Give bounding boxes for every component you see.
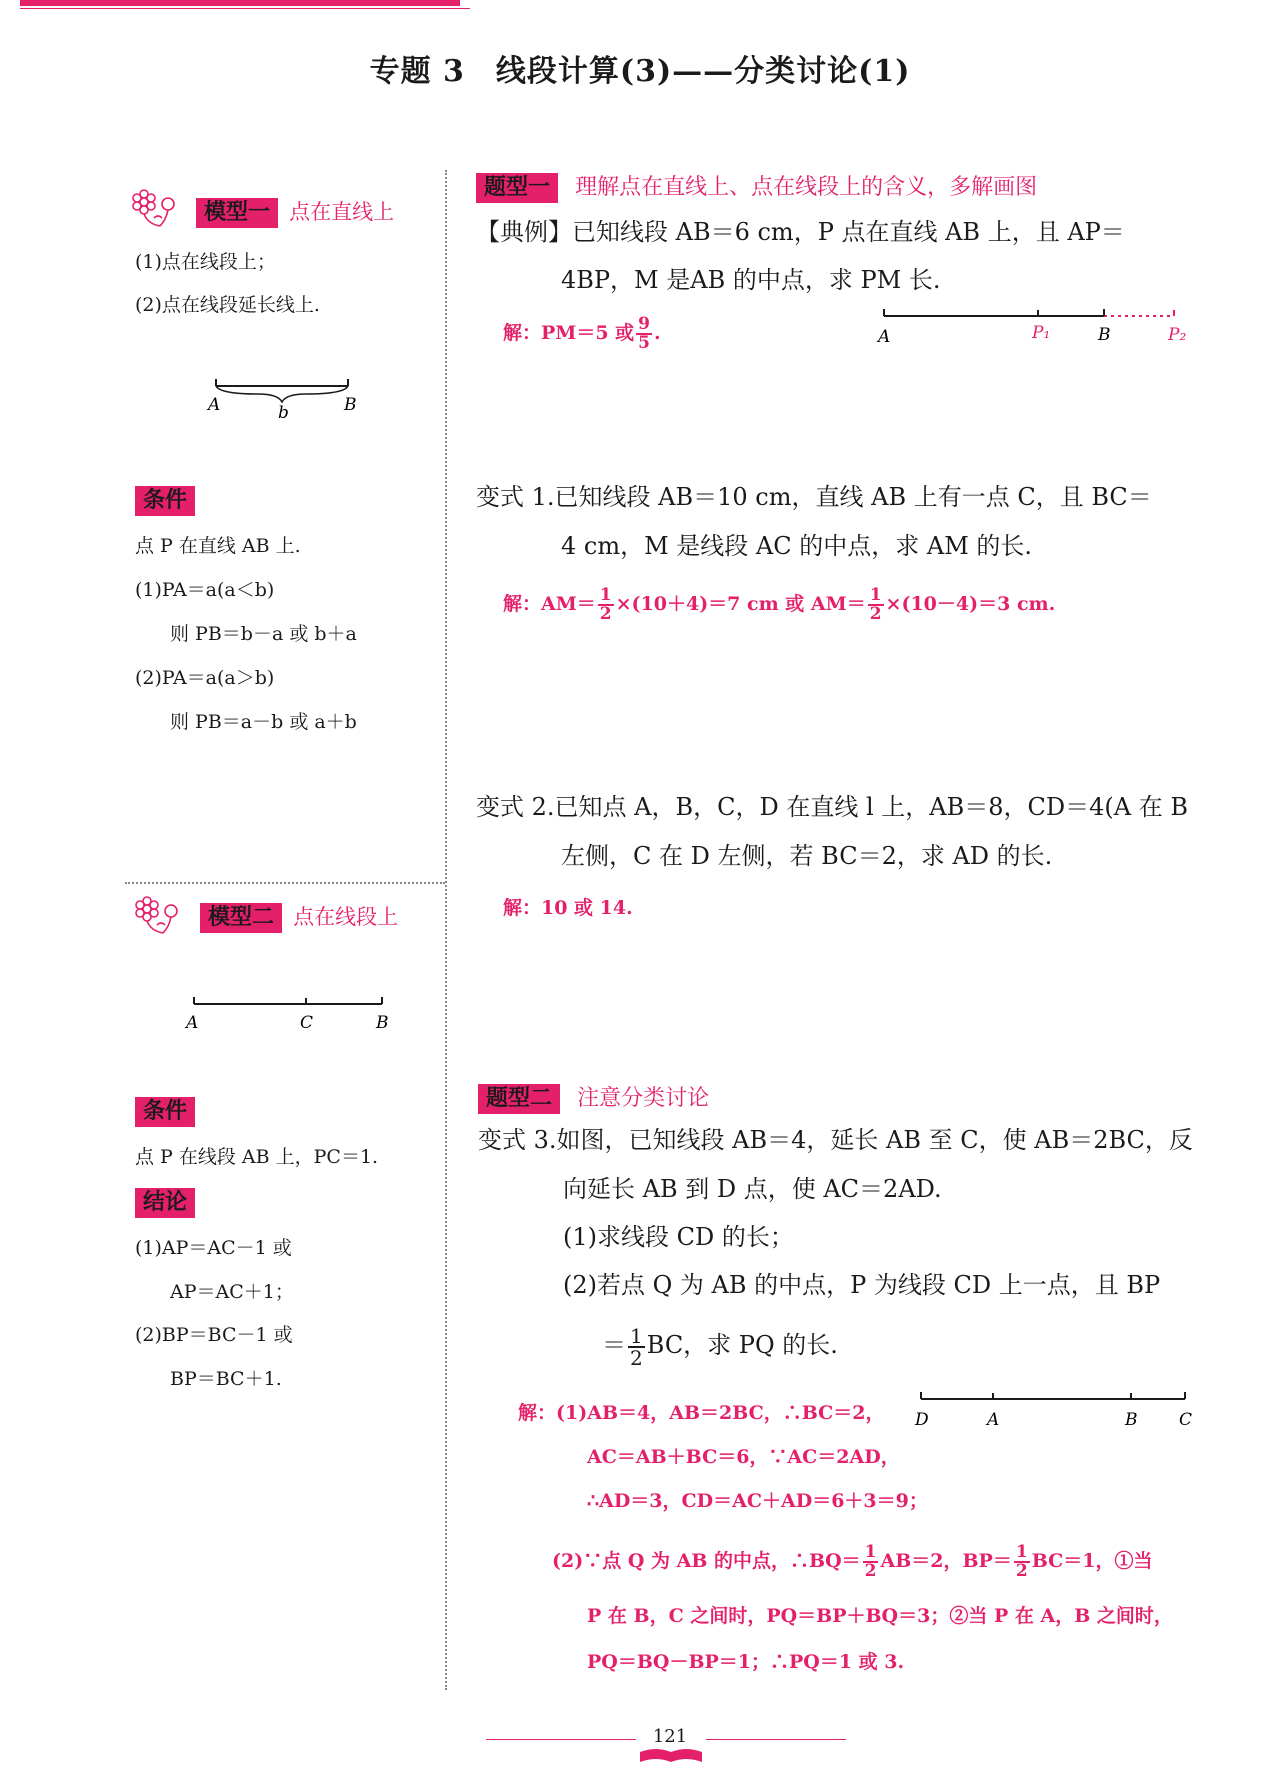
variant3-question-1: (1)求线段 CD 的长； [563, 1223, 794, 1251]
model1-cond-line-5: 则 PB＝a－b 或 a＋b [170, 711, 357, 733]
variant3-solution-2-line-2: P 在 B，C 之间时，PQ＝BP＋BQ＝3；②当 P 在 A，B 之间时， [587, 1605, 1173, 1627]
column-divider [445, 170, 447, 1690]
model1-cond-line-3: 则 PB＝b－a 或 b＋a [170, 623, 357, 645]
example-answer: 解：PM＝5 或 $\frac{9}{5}$ . [503, 314, 661, 353]
type1-title: 理解点在直线上、点在线段上的含义，多解画图 [575, 175, 1038, 200]
variant1-line-1: 变式 1.已知线段 AB＝10 cm，直线 AB 上有一点 C，且 BC＝ [476, 483, 1152, 511]
variant3-line-1: 变式 3.如图，已知线段 AB＝4，延长 AB 至 C，使 AB＝2BC，反 [478, 1126, 1193, 1154]
example-label-a: A [878, 327, 891, 347]
model-divider [125, 882, 445, 884]
variant1-line-2: 4 cm，M 是线段 AC 的中点，求 AM 的长. [561, 532, 1033, 560]
variant3-label-c: C [1179, 1410, 1193, 1430]
model1-label-b: b [278, 403, 289, 422]
footer-rule-left [486, 1739, 636, 1740]
model1-item-1: (1)点在线段上； [135, 251, 276, 273]
example-line-2: 4BP，M 是AB 的中点，求 PM 长. [561, 266, 941, 294]
flower-icon [130, 188, 186, 228]
type2-title: 注意分类讨论 [577, 1086, 710, 1111]
model1-label-B: B [344, 395, 357, 415]
variant2-line-2: 左侧，C 在 D 左侧，若 BC＝2，求 AD 的长. [561, 842, 1053, 870]
model2-concl-header [135, 1188, 195, 1218]
model2-cond-line: 点 P 在线段 AB 上，PC＝1. [135, 1146, 379, 1168]
model2-concl-line-3: (2)BP＝BC－1 或 [135, 1324, 293, 1346]
variant3-question-2-cont: ＝ $\frac{1}{2}$ BC，求 PQ 的长. [602, 1323, 838, 1370]
type2-tag: 题型二 [478, 1084, 560, 1114]
model2-label-b: B [376, 1013, 389, 1032]
model2-label-c: C [300, 1013, 314, 1032]
type2-header [478, 1081, 709, 1114]
example-label-b: B [1098, 325, 1111, 345]
variant2-line-1: 变式 2.已知点 A，B，C，D 在直线 l 上，AB＝8，CD＝4(A 在 B [476, 793, 1188, 821]
model2-concl-line-2: AP＝AC＋1； [170, 1281, 294, 1303]
model1-figure [200, 372, 370, 422]
model1-cond-line-2: (1)PA＝a(a＜b) [135, 579, 275, 601]
model1-label-a: A [208, 395, 221, 415]
model1-cond-tag: 条件 [135, 486, 195, 516]
flower-icon [133, 895, 189, 935]
variant1-answer: 解：AM＝ $\frac{1}{2}$ ×(10＋4)＝7 cm 或 AM＝ $\frac{1}{2}$ ×(10－4)＝3 cm. [503, 585, 1056, 624]
model2-cond-header [135, 1097, 195, 1127]
variant3-solution-1-line-2: AC＝AB＋BC＝6，∵AC＝2AD， [587, 1446, 900, 1468]
model1-header [196, 196, 394, 228]
model2-title: 点在线段上 [293, 905, 399, 929]
model2-cond-tag: 条件 [135, 1097, 195, 1127]
variant3-line-2: 向延长 AB 到 D 点，使 AC＝2AD. [563, 1175, 942, 1203]
model1-cond-line-4: (2)PA＝a(a＞b) [135, 667, 275, 689]
type1-tag: 题型一 [476, 173, 558, 203]
type1-header [476, 170, 1037, 203]
variant3-label-d: D [915, 1410, 929, 1430]
model2-header [200, 901, 398, 933]
model1-title: 点在直线上 [289, 200, 395, 224]
model2-concl-line-1: (1)AP＝AC－1 或 [135, 1237, 292, 1259]
model1-item-2: (2)点在线段延长线上. [135, 294, 320, 316]
example-line-1: 【典例】已知线段 AB＝6 cm，P 点在直线 AB 上，且 AP＝ [476, 218, 1125, 246]
model2-concl-line-4: BP＝BC＋1. [170, 1368, 282, 1390]
model1-cond-line-1: 点 P 在直线 AB 上. [135, 535, 301, 557]
variant3-question-2: (2)若点 Q 为 AB 的中点，P 为线段 CD 上一点，且 BP [563, 1271, 1161, 1299]
variant3-solution-2-line-3: PQ＝BQ－BP＝1；∴PQ＝1 或 3. [587, 1651, 905, 1673]
footer-rule-right [706, 1739, 846, 1740]
page-title: 专题 3 线段计算(3)——分类讨论(1) [369, 54, 911, 89]
variant3-solution-1-line-1: 解：(1)AB＝4，AB＝2BC，∴BC＝2， [518, 1402, 885, 1424]
book-icon [636, 1746, 706, 1766]
model2-label-a: A [186, 1013, 199, 1032]
example-figure [868, 302, 1198, 348]
variant3-solution-1-line-3: ∴AD＝3，CD＝AC＋AD＝6＋3＝9； [587, 1490, 928, 1512]
model1-tag: 模型一 [196, 198, 278, 228]
top-decoration-bar [0, 0, 1280, 10]
example-label-p2: P₂ [1168, 325, 1187, 345]
example-label-p1: P₁ [1032, 323, 1051, 343]
variant3-label-b: B [1125, 1410, 1138, 1430]
variant3-label-a: A [987, 1410, 1000, 1430]
model2-tag: 模型二 [200, 903, 282, 933]
page-number: 121 [652, 1726, 688, 1747]
variant2-answer: 解：10 或 14. [503, 897, 633, 919]
variant3-solution-2-line-1: (2)∵点 Q 为 AB 的中点，∴BQ＝ $\frac{1}{2}$ AB＝2，BP＝ $\frac{1}{2}$ BC＝1，①当 [552, 1542, 1153, 1581]
model1-cond-header [135, 486, 195, 516]
variant3-figure [905, 1385, 1205, 1431]
model2-concl-tag: 结论 [135, 1188, 195, 1218]
model2-figure [180, 992, 400, 1032]
